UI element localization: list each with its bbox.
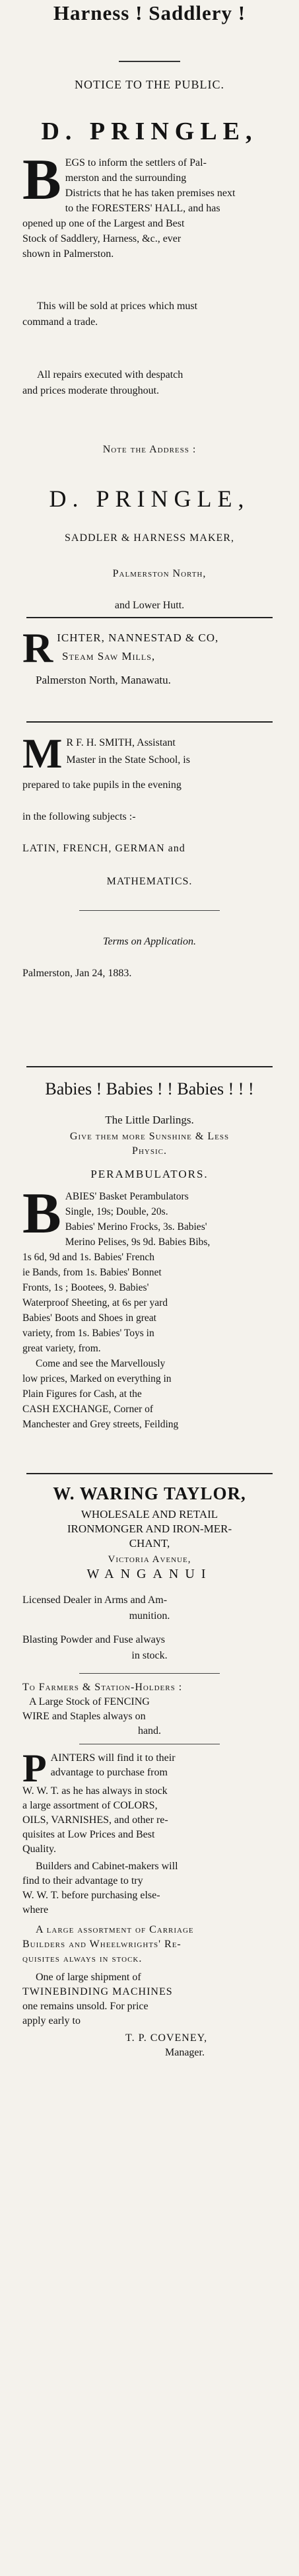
- repairs-note: [0, 367, 299, 399]
- text-line: WIRE and Staples always on: [22, 1711, 146, 1722]
- drop-cap: R: [22, 624, 53, 671]
- subheading: Physic.: [132, 1145, 167, 1157]
- divider: [26, 617, 273, 618]
- text-line: hand.: [137, 1725, 162, 1736]
- business-name-2: D. PRINGLE,: [49, 485, 250, 512]
- divider: [26, 1066, 273, 1067]
- text-line: Builders and Cabinet-makers will: [36, 1861, 178, 1872]
- text-line: Merino Pelises, 9s 9d. Babies Bibs,: [65, 1236, 211, 1248]
- date-line: Palmerston, Jan 24, 1883.: [22, 968, 132, 979]
- text-line: A large assortment of Carriage: [36, 1924, 194, 1935]
- text-line: ABIES' Basket Perambulators: [65, 1191, 189, 1202]
- business-name: W. WARING TAYLOR,: [53, 1484, 246, 1503]
- body-paragraph: [0, 1182, 299, 1432]
- text-line: quisites always in stock.: [22, 1953, 143, 1964]
- terms-line: Terms on Application.: [103, 936, 196, 947]
- location-line: and Lower Hutt.: [114, 600, 185, 611]
- drop-cap: P: [22, 1746, 47, 1790]
- text-line: All repairs executed with despatch: [37, 369, 183, 380]
- text-line: opened up one of the Largest and Best: [22, 218, 185, 229]
- text-line: in the following subjects :-: [22, 811, 136, 822]
- text-line: Stock of Saddlery, Harness, &c., ever: [22, 233, 182, 244]
- firm-location: Palmerston North, Manawatu.: [36, 674, 171, 686]
- divider: [119, 61, 180, 62]
- text-line: Builders and Wheelwrights' Re-: [22, 1939, 182, 1950]
- location-line: Palmerston North,: [112, 568, 207, 579]
- text-line: 1s 6d, 9d and 1s. Babies' French: [22, 1252, 154, 1263]
- advert-richter: [0, 624, 299, 690]
- text-line: find to their advantage to try: [22, 1875, 143, 1886]
- drop-cap: B: [22, 1182, 61, 1246]
- text-line: Manchester and Grey streets, Feilding: [22, 1419, 179, 1430]
- address-label: Note the Address :: [102, 444, 197, 455]
- painters-paragraph: [0, 1746, 299, 2028]
- text-line: one remains unsold. For price: [22, 2001, 149, 2012]
- text-line: ie Bands, from 1s. Babies' Bonnet: [22, 1267, 162, 1278]
- text-line: merston and the surrounding: [65, 172, 187, 184]
- address-section: [0, 444, 299, 612]
- text-line: Single, 19s; Double, 20s.: [65, 1206, 168, 1217]
- subheading: Give them more Sunshine & Less: [69, 1131, 230, 1142]
- divider: [26, 721, 273, 723]
- subjects-line: MATHEMATICS.: [106, 876, 193, 887]
- advert-pringle: [0, 1, 299, 262]
- street-line: Victoria Avenue,: [108, 1554, 191, 1565]
- drop-cap: M: [22, 730, 63, 777]
- text-line: and prices moderate throughout.: [22, 385, 160, 396]
- text-line: munition.: [129, 1610, 170, 1622]
- signature-title: Manager.: [165, 2047, 205, 2058]
- text-line: variety, from 1s. Babies' Toys in: [22, 1328, 154, 1339]
- text-line: to the FORESTERS' HALL, and has: [65, 203, 220, 214]
- text-line: shown in Palmerston.: [22, 248, 114, 260]
- signature-line: T. P. COVENEY,: [125, 2032, 208, 2044]
- licence-paragraph: [0, 1592, 299, 1664]
- text-line: command a trade.: [22, 316, 98, 328]
- price-note: [0, 299, 299, 330]
- text-line: AINTERS will find it to their: [50, 1752, 176, 1764]
- text-line: EGS to inform the settlers of Pal-: [65, 157, 207, 168]
- divider: [79, 910, 220, 911]
- text-line: W. W. T. before purchasing else-: [22, 1890, 160, 1901]
- advert-waring-taylor: [0, 1484, 299, 2059]
- farmers-paragraph: [0, 1680, 299, 1738]
- text-line: Blasting Powder and Fuse always: [22, 1634, 165, 1645]
- text-line: W. W. T. as he has always in stock: [22, 1785, 168, 1797]
- text-line: TWINEBINDING MACHINES: [22, 1986, 173, 1997]
- text-line: A Large Stock of FENCING: [29, 1696, 150, 1707]
- drop-cap: B: [22, 148, 61, 212]
- text-line: R F. H. SMITH, Assistant: [66, 737, 176, 748]
- text-line: a large assortment of COLORS,: [22, 1800, 158, 1811]
- text-line: Districts that he has taken premises next: [65, 188, 236, 199]
- text-line: Waterproof Sheeting, at 6s per yard: [22, 1297, 168, 1308]
- headline: Babies ! Babies ! ! Babies ! ! !: [45, 1079, 254, 1098]
- text-line: Come and see the Marvellously: [36, 1358, 166, 1369]
- text-line: great variety, from.: [22, 1343, 101, 1354]
- text-line: where: [22, 1904, 49, 1915]
- text-line: Plain Figures for Cash, at the: [22, 1388, 142, 1400]
- text-line: OILS, VARNISHES, and other re-: [22, 1814, 168, 1826]
- text-line: apply early to: [22, 2015, 81, 2026]
- advert-smith: [0, 730, 299, 980]
- firm-business: Steam Saw Mills,: [62, 650, 156, 662]
- subheading: The Little Darlings.: [105, 1114, 194, 1126]
- trade-line: SADDLER & HARNESS MAKER,: [65, 532, 234, 544]
- town-line: WANGANUI: [86, 1567, 213, 1581]
- trade-line: CHANT,: [129, 1537, 170, 1550]
- business-name: D. PRINGLE,: [41, 118, 258, 145]
- text-line: Licensed Dealer in Arms and Am-: [22, 1594, 168, 1606]
- text-line: prepared to take pupils in the evening: [22, 779, 182, 791]
- text-line: CASH EXCHANGE, Corner of: [22, 1404, 154, 1415]
- trade-line: WHOLESALE AND RETAIL: [81, 1508, 218, 1521]
- subjects-line: LATIN, FRENCH, GERMAN and: [22, 843, 185, 854]
- section-heading: PERAMBULATORS.: [90, 1168, 209, 1180]
- trade-line: IRONMONGER AND IRON-MER-: [67, 1522, 232, 1535]
- text-line: Babies' Merino Frocks, 3s. Babies': [65, 1221, 207, 1233]
- text-line: Quality.: [22, 1843, 56, 1855]
- text-line: Master in the State School, is: [66, 754, 190, 766]
- intro-paragraph: [0, 148, 299, 262]
- text-line: Babies' Boots and Shoes in great: [22, 1312, 156, 1324]
- text-line: This will be sold at prices which must: [37, 301, 198, 312]
- divider: [26, 1473, 273, 1474]
- text-line: One of large shipment of: [36, 1972, 141, 1983]
- divider: [79, 1673, 220, 1674]
- text-line: Fronts, 1s ; Bootees, 9. Babies': [22, 1282, 149, 1293]
- text-line: low prices, Marked on everything in: [22, 1373, 172, 1384]
- text-line: advantage to purchase from: [50, 1767, 168, 1778]
- text-line: To Farmers & Station-Holders :: [22, 1682, 183, 1693]
- text-line: quisites at Low Prices and Best: [22, 1829, 155, 1840]
- text-line: in stock.: [131, 1650, 168, 1661]
- notice-heading: NOTICE TO THE PUBLIC.: [74, 78, 224, 91]
- advert-babies: [0, 1079, 299, 1432]
- headline: Harness ! Saddlery !: [53, 1, 246, 24]
- firm-name: ICHTER, NANNESTAD & CO,: [57, 631, 219, 644]
